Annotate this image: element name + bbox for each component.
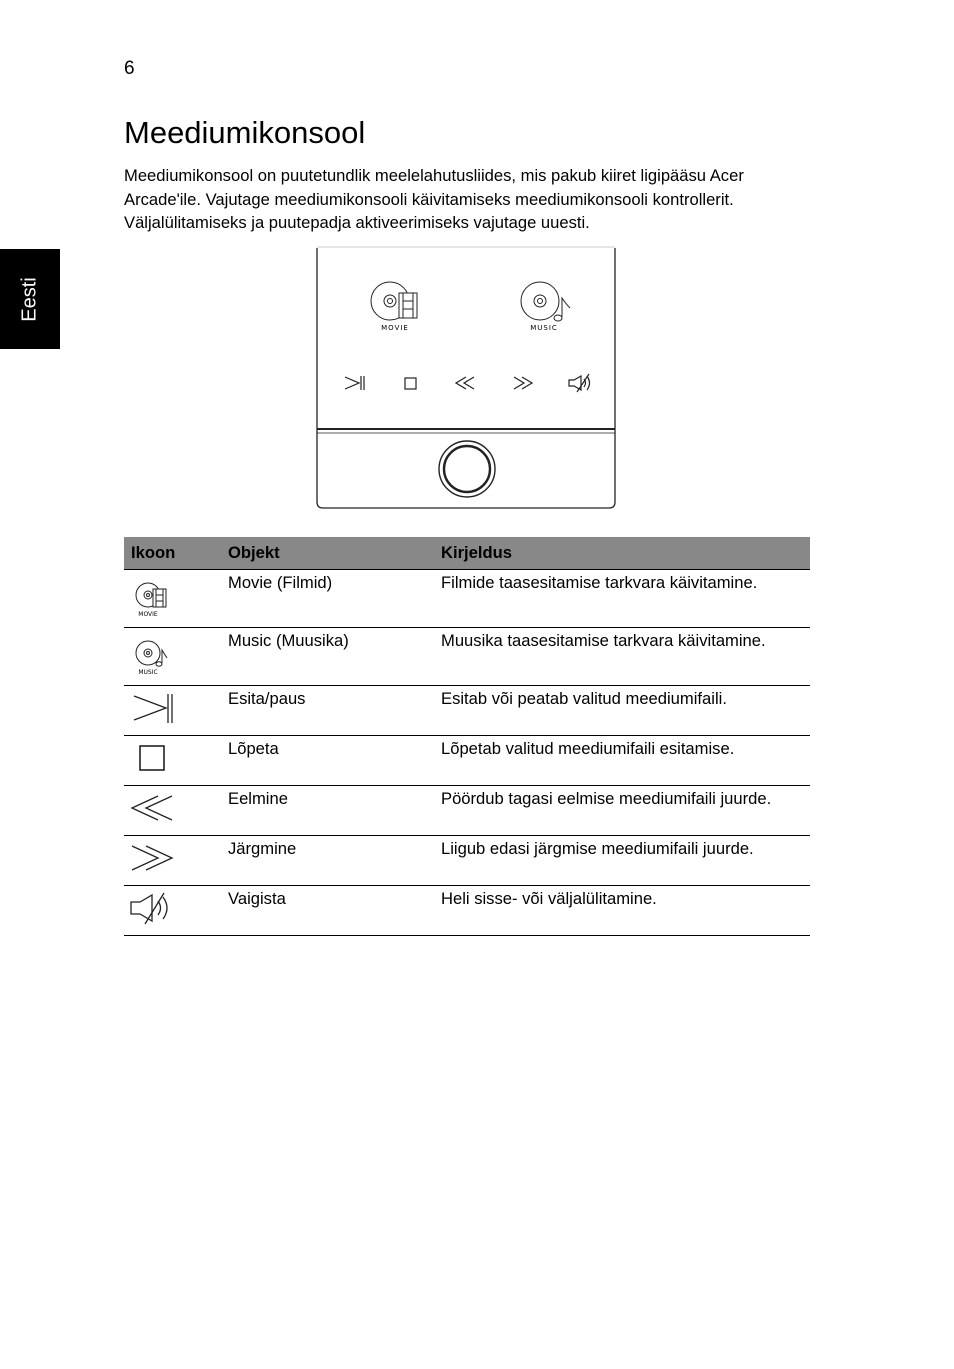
intro-paragraph: Meediumikonsool on puutetundlik meelelahutusliides, mis pakub kiiret ligipääsu Acer Arcade'ile. Vajutage meediumikonsooli käivitamiseks meediumikonsooli kontrollerit. Väljalülitamiseks ja puutepadja aktiveerimiseks vajutage uuesti. xyxy=(124,166,744,232)
page-number: 6 xyxy=(124,58,135,79)
row-description: Muusika taasesitamise tarkvara käivitamine. xyxy=(434,628,810,686)
table-row xyxy=(124,628,810,686)
media-console-illustration xyxy=(314,246,618,512)
row-object: Vaigista xyxy=(221,886,434,936)
row-description: Lõpetab valitud meediumifaili esitamise. xyxy=(434,736,810,786)
row-object: Music (Muusika) xyxy=(221,628,434,686)
header-icon: Ikoon xyxy=(124,537,221,570)
console-music-icon xyxy=(521,282,570,321)
console-previous-icon xyxy=(456,377,474,389)
row-object: Lõpeta xyxy=(221,736,434,786)
table-row xyxy=(124,686,810,736)
mute-icon xyxy=(128,890,178,930)
table-row xyxy=(124,736,810,786)
row-description: Heli sisse- või väljalülitamine. xyxy=(434,886,810,936)
table-row xyxy=(124,570,810,628)
console-next-icon xyxy=(514,377,532,389)
header-object: Objekt xyxy=(221,537,434,570)
table-row xyxy=(124,786,810,836)
language-tab-label: Eesti xyxy=(18,276,41,322)
play-pause-icon xyxy=(128,690,178,730)
previous-icon xyxy=(128,790,178,830)
icon-table xyxy=(124,537,810,936)
stop-icon xyxy=(128,740,178,780)
table-row xyxy=(124,886,810,936)
header-description: Kirjeldus xyxy=(434,537,810,570)
row-object: Järgmine xyxy=(221,836,434,886)
console-controller-knob xyxy=(439,441,495,497)
console-stop-icon xyxy=(405,378,416,389)
music-icon xyxy=(128,632,178,680)
movie-icon-label: MOVIE xyxy=(138,611,158,618)
console-movie-icon xyxy=(371,282,417,320)
row-description: Liigub edasi järgmise meediumifaili juurde. xyxy=(434,836,810,886)
console-play-pause-icon xyxy=(345,376,364,390)
row-description: Esitab või peatab valitud meediumifaili. xyxy=(434,686,810,736)
language-tab xyxy=(0,249,60,349)
row-object: Esita/paus xyxy=(221,686,434,736)
music-icon-label: MUSIC xyxy=(138,669,158,676)
next-icon xyxy=(128,840,178,880)
page-title: Meediumikonsool xyxy=(124,115,366,150)
table-header-row xyxy=(124,537,810,570)
table-row xyxy=(124,836,810,886)
movie-icon xyxy=(128,574,178,622)
console-movie-label: MOVIE xyxy=(381,324,409,332)
row-object: Movie (Filmid) xyxy=(221,570,434,628)
row-description: Pöördub tagasi eelmise meediumifaili juurde. xyxy=(434,786,810,836)
console-music-label: MUSIC xyxy=(530,324,558,332)
row-description: Filmide taasesitamise tarkvara käivitamine. xyxy=(434,570,810,628)
row-object: Eelmine xyxy=(221,786,434,836)
console-mute-icon xyxy=(569,374,590,392)
